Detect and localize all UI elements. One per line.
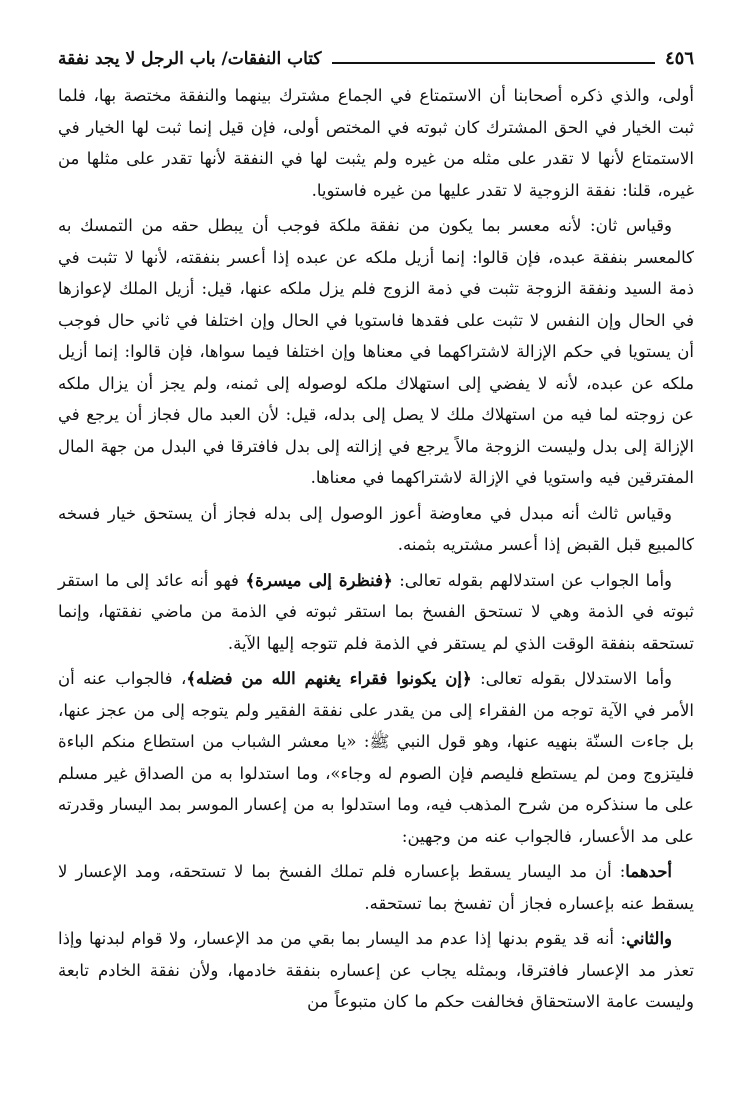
paragraph-text: : أن مد اليسار يسقط بإعساره فلم تملك الفسخ بما لا تستحقه، ومد الإعسار لا يسقط عنه بإعساره فجاز أن تفسخ بما تستحقه. (58, 862, 694, 913)
paragraph-6 (58, 856, 694, 919)
paragraph-text: ، فالجواب عنه أن الأمر في الآية توجه من الفقراء إلى من يقدر على نفقة الفقير ولم يتوجه إلى من عجز عنها، بل جاءت السنّة بنهيه عنها، وهو قول النبي ﷺ: «يا معشر الشباب من استطاع منكم الباءة فليتزوج ومن لم يستطع فليصم فإن الصوم له وجاء»، وما استدلوا به من الصداق غير مسلم على ما سنذكره من شرح المذهب فيه، وما استدلوا به من إعسار الموسر بمد اليسار وقدرته على مد الأعسار، فالجواب عنه من وجهين: (58, 669, 694, 846)
paragraph-3 (58, 498, 694, 561)
paragraph-text: وقياس ثان: لأنه معسر بما يكون من نفقة ملكة فوجب أن يبطل حقه من التمسك به كالمعسر بنفقة عبده، فإن قالوا: إنما أزيل ملكه عن عبده إذا أعسر بنفقته، لأنها لا تثبت في ذمة السيد ونفقة الزوجة تثبت في ذمة الزوج فلم يزل ملكه عنها، قيل: أزيل الملك لإعوازها في الحال وإن النفس لا تثبت على فقدها فاستويا في الحال وإن اختلفا في ثاني حال فوجب أن يستويا في حكم الإزالة لاشتراكهما في معناها وإن اختلفا فيما سواها، فإن قالوا: إنما أزيل ملكه عن عبده، لأنه لا يفضي إلى استهلاك ملكه لوصوله إلى ثمنه، ولم يجز أن يزال ملكه عن زوجته لما فيه من استهلاك ملك لا يصل إلى بدله، قيل: لأن العبد مال فجاز أن يرجع في الإزالة إلى بدل وليست الزوجة مالاً يرجع في إزالته إلى بدل فافترقا في البدل من جهة المال المفترقين فيه واستويا في الإزالة لاشتراكهما في معناها. (58, 216, 694, 487)
quran-quote: ﴿فنظرة إلى ميسرة﴾ (245, 570, 393, 590)
paragraph-lead: وأما الجواب عن استدلالهم بقوله تعالى: (392, 570, 672, 590)
paragraph-1 (58, 80, 694, 206)
paragraph-7 (58, 923, 694, 1018)
paragraph-text: أولى، والذي ذكره أصحابنا أن الاستمتاع في الجماع مشترك بينهما والنفقة مختصة بها، فلما ثبت الخيار في الحق المشترك كان ثبوته في المختص أولى، فإن قيل إنما ثبت لها الخيار في الاستمتاع لأنها لا تقدر على مثله من غيره ولم يثبت لها في النفقة لأنها تقدر على مثلها من غيره، قلنا: نفقة الزوجية لا تقدر عليها من غيره فاستويا. (58, 86, 694, 200)
paragraph-lead: وأما الاستدلال بقوله تعالى: (471, 669, 672, 688)
paragraph-2 (58, 210, 694, 494)
paragraph-lead-bold: والثاني (626, 929, 672, 948)
paragraph-text: : أنه قد يقوم بدنها إذا عدم مد اليسار بما بقي من مد الإعسار، ولا قوام لبدنها وإذا تعذر مد الإعسار فافترقا، وبمثله يجاب عن إعساره بنفقة خادمها، ولأن نفقة الخادم تابعة وليست عامة الاستحقاق فخالفت حكم ما كان متبوعاً من (58, 929, 694, 1011)
paragraph-text: وقياس ثالث أنه مبدل في معاوضة أعوز الوصول إلى بدله فجاز أن يستحق خيار فسخه كالمبيع قبل القبض إذا أعسر مشتريه بثمنه. (58, 503, 694, 554)
quran-quote: ﴿إن يكونوا فقراء يغنهم الله من فضله﴾ (186, 669, 472, 688)
paragraph-lead-bold: أحدهما (625, 862, 672, 881)
page-header (58, 40, 694, 68)
paragraph-5 (58, 663, 694, 852)
running-title: كتاب النفقات/ باب الرجل لا يجد نفقة (58, 49, 322, 69)
paragraph-4 (58, 565, 694, 660)
page-body (58, 80, 694, 1018)
page-number: ٤٥٦ (664, 48, 694, 69)
paragraph-text: فهو أنه عائد إلى ما استقر ثبوته في الذمة وهي لا تستحق الفسخ بما استقر ثبوته في الذمة من ماضي نفقتها، وإنما تستحقه بنفقة الوقت الذي لم يستقر في الذمة فلم تتوجه إليها الآية. (58, 570, 694, 653)
header-rule (332, 62, 655, 64)
